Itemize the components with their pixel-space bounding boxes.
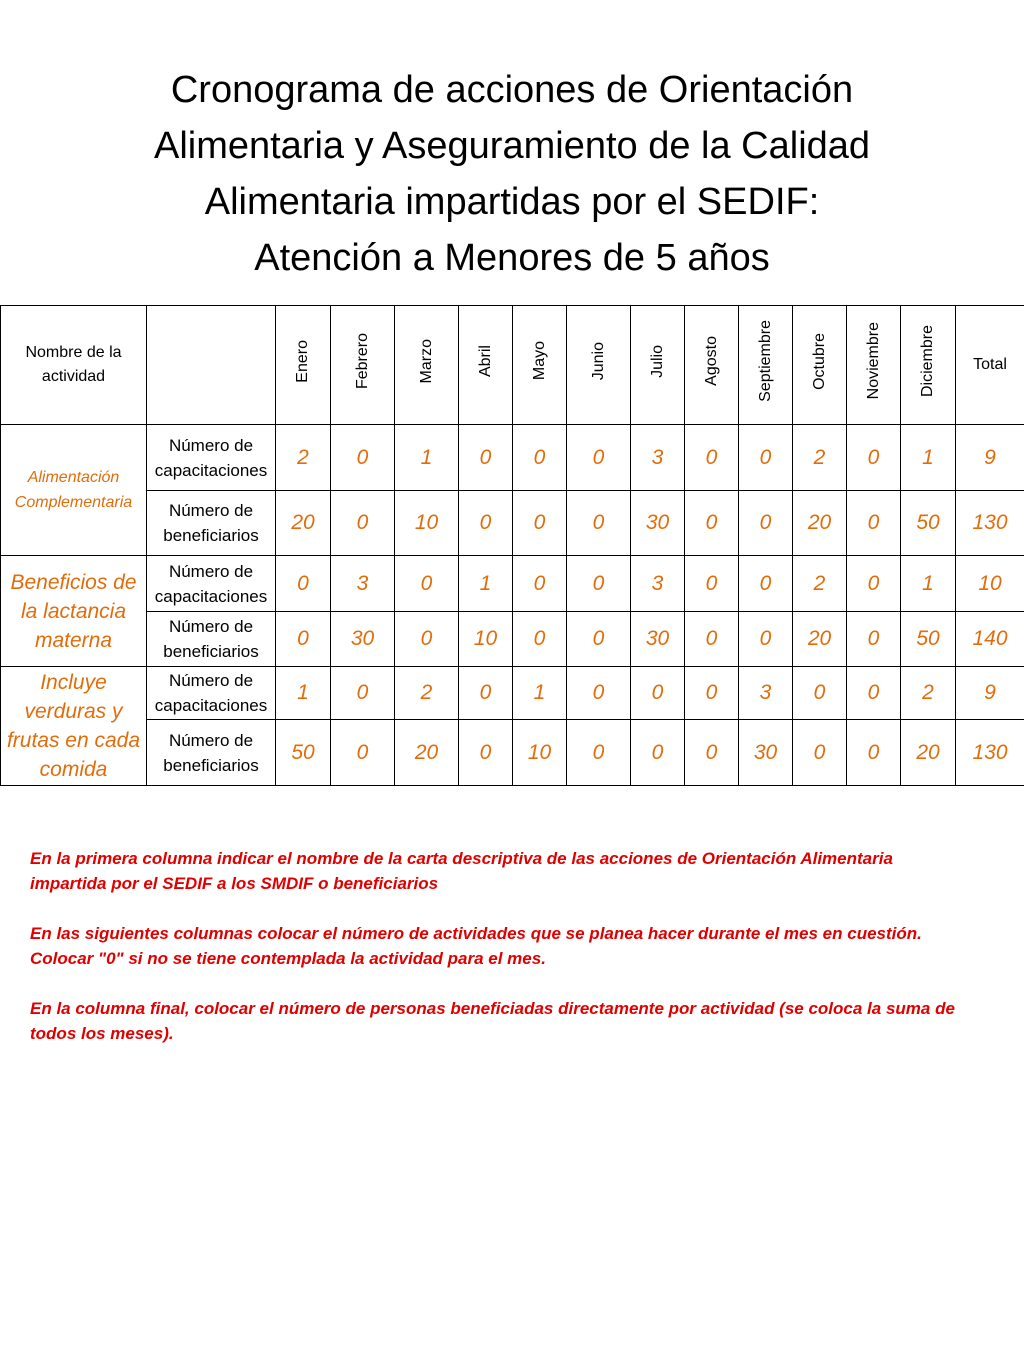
cell-value: 20 xyxy=(793,491,847,556)
header-total: Total xyxy=(956,306,1024,425)
cell-value: 0 xyxy=(513,491,567,556)
cell-value: 20 xyxy=(395,720,459,786)
cell-value: 0 xyxy=(276,556,331,612)
cell-value: 0 xyxy=(331,720,395,786)
cell-value: 0 xyxy=(567,612,631,667)
table-row xyxy=(1,612,1024,667)
month-label: Junio xyxy=(589,341,607,381)
cell-value: 0 xyxy=(847,425,901,491)
header-month-abril xyxy=(459,306,513,425)
cell-value: 1 xyxy=(901,425,956,491)
cell-value: 3 xyxy=(739,667,793,720)
cell-value: 0 xyxy=(685,667,739,720)
month-label: Septiembre xyxy=(756,320,774,402)
cell-value: 0 xyxy=(459,667,513,720)
cell-value: 1 xyxy=(459,556,513,612)
month-label: Agosto xyxy=(702,336,720,386)
note-paragraph: En la primera columna indicar el nombre de la carta descriptiva de las acciones de Orientación Alimentaria impartida por el SEDIF a los SMDIF o beneficiarios xyxy=(30,849,893,893)
cell-value: 0 xyxy=(459,491,513,556)
title-line-3: Alimentaria impartidas por el SEDIF: xyxy=(204,181,820,223)
cell-value: 1 xyxy=(395,425,459,491)
note-paragraph: En la columna final, colocar el número de personas beneficiadas directamente por actividad (se coloca la suma de todos los meses). xyxy=(30,999,955,1043)
metric-label: Número de capacitaciones xyxy=(147,425,276,491)
cell-value: 0 xyxy=(631,720,685,786)
cell-value: 20 xyxy=(793,612,847,667)
cell-value: 0 xyxy=(567,556,631,612)
header-month-julio xyxy=(631,306,685,425)
header-month-febrero xyxy=(331,306,395,425)
activity-name: Incluye verduras y frutas en cada comida xyxy=(1,667,147,786)
month-label: Marzo xyxy=(417,338,435,384)
table-header-row xyxy=(1,306,1024,425)
cell-value: 0 xyxy=(793,720,847,786)
cell-value: 0 xyxy=(395,612,459,667)
cell-value: 0 xyxy=(847,667,901,720)
cell-total: 10 xyxy=(956,556,1024,612)
metric-label: Número de beneficiarios xyxy=(147,720,276,786)
month-label: Mayo xyxy=(530,341,548,381)
header-month-septiembre xyxy=(739,306,793,425)
header-month-mayo xyxy=(513,306,567,425)
cell-value: 50 xyxy=(901,612,956,667)
cell-value: 10 xyxy=(459,612,513,667)
table-row xyxy=(1,720,1024,786)
cell-value: 2 xyxy=(276,425,331,491)
month-label: Octubre xyxy=(810,332,828,390)
cell-value: 0 xyxy=(395,556,459,612)
cell-value: 0 xyxy=(793,667,847,720)
cell-value: 10 xyxy=(513,720,567,786)
cell-value: 0 xyxy=(567,720,631,786)
cell-value: 0 xyxy=(685,491,739,556)
cell-value: 20 xyxy=(276,491,331,556)
cell-value: 0 xyxy=(331,491,395,556)
cell-value: 0 xyxy=(567,425,631,491)
cell-value: 0 xyxy=(847,491,901,556)
title-line-4: Atención a Menores de 5 años xyxy=(254,237,770,279)
cell-value: 2 xyxy=(901,667,956,720)
cell-value: 0 xyxy=(739,556,793,612)
month-label: Enero xyxy=(294,339,311,383)
cell-value: 0 xyxy=(513,556,567,612)
table-row xyxy=(1,491,1024,556)
header-month-octubre xyxy=(793,306,847,425)
month-label: Febrero xyxy=(353,332,371,390)
cell-value: 0 xyxy=(847,612,901,667)
cell-value: 0 xyxy=(459,720,513,786)
cell-value: 30 xyxy=(739,720,793,786)
cell-value: 0 xyxy=(331,425,395,491)
page-title xyxy=(0,62,1024,286)
cell-total: 9 xyxy=(956,667,1024,720)
cell-value: 1 xyxy=(513,667,567,720)
month-label: Diciembre xyxy=(919,324,936,397)
note-paragraph: En las siguientes columnas colocar el número de actividades que se planea hacer durante el mes en cuestión. Colocar "0" si no se tiene contemplada la actividad para el mes. xyxy=(30,924,922,968)
cell-value: 0 xyxy=(276,612,331,667)
cell-value: 30 xyxy=(631,491,685,556)
cell-value: 0 xyxy=(847,720,901,786)
metric-label: Número de beneficiarios xyxy=(147,612,276,667)
cell-value: 10 xyxy=(395,491,459,556)
metric-label: Número de beneficiarios xyxy=(147,491,276,556)
month-label: Noviembre xyxy=(864,322,882,400)
cell-value: 30 xyxy=(331,612,395,667)
cell-value: 0 xyxy=(513,612,567,667)
cell-value: 0 xyxy=(631,667,685,720)
cell-value: 0 xyxy=(685,720,739,786)
cell-value: 0 xyxy=(685,612,739,667)
table-row xyxy=(1,667,1024,720)
title-line-2: Alimentaria y Aseguramiento de la Calidad xyxy=(153,125,871,167)
cell-value: 0 xyxy=(739,425,793,491)
cell-total: 130 xyxy=(956,491,1024,556)
cell-total: 140 xyxy=(956,612,1024,667)
header-activity-name: Nombre de la actividad xyxy=(1,306,147,425)
activity-name: Beneficios de la lactancia materna xyxy=(1,556,147,667)
schedule-table xyxy=(0,305,1024,786)
cell-total: 130 xyxy=(956,720,1024,786)
month-label: Abril xyxy=(476,344,494,377)
cell-value: 0 xyxy=(459,425,513,491)
header-month-marzo xyxy=(395,306,459,425)
cell-value: 1 xyxy=(276,667,331,720)
metric-label: Número de capacitaciones xyxy=(147,556,276,612)
header-month-noviembre xyxy=(847,306,901,425)
cell-value: 30 xyxy=(631,612,685,667)
cell-value: 0 xyxy=(331,667,395,720)
instructions-notes xyxy=(30,846,970,1071)
cell-value: 2 xyxy=(793,425,847,491)
header-month-diciembre xyxy=(901,306,956,425)
cell-total: 9 xyxy=(956,425,1024,491)
cell-value: 2 xyxy=(395,667,459,720)
cell-value: 0 xyxy=(739,491,793,556)
cell-value: 3 xyxy=(331,556,395,612)
table-row xyxy=(1,425,1024,491)
table-row xyxy=(1,556,1024,612)
cell-value: 50 xyxy=(276,720,331,786)
header-month-junio xyxy=(567,306,631,425)
header-metric-blank xyxy=(147,306,276,425)
activity-name: Alimentación Complementaria xyxy=(1,425,147,556)
cell-value: 0 xyxy=(513,425,567,491)
cell-value: 0 xyxy=(567,667,631,720)
cell-value: 0 xyxy=(847,556,901,612)
cell-value: 1 xyxy=(901,556,956,612)
cell-value: 3 xyxy=(631,425,685,491)
header-month-agosto xyxy=(685,306,739,425)
cell-value: 3 xyxy=(631,556,685,612)
cell-value: 0 xyxy=(567,491,631,556)
cell-value: 0 xyxy=(685,425,739,491)
month-label: Julio xyxy=(648,344,666,378)
cell-value: 0 xyxy=(685,556,739,612)
metric-label: Número de capacitaciones xyxy=(147,667,276,720)
cell-value: 50 xyxy=(901,491,956,556)
title-line-1: Cronograma de acciones de Orientación xyxy=(170,69,854,111)
cell-value: 0 xyxy=(739,612,793,667)
cell-value: 2 xyxy=(793,556,847,612)
cell-value: 20 xyxy=(901,720,956,786)
header-month-enero xyxy=(276,306,331,425)
